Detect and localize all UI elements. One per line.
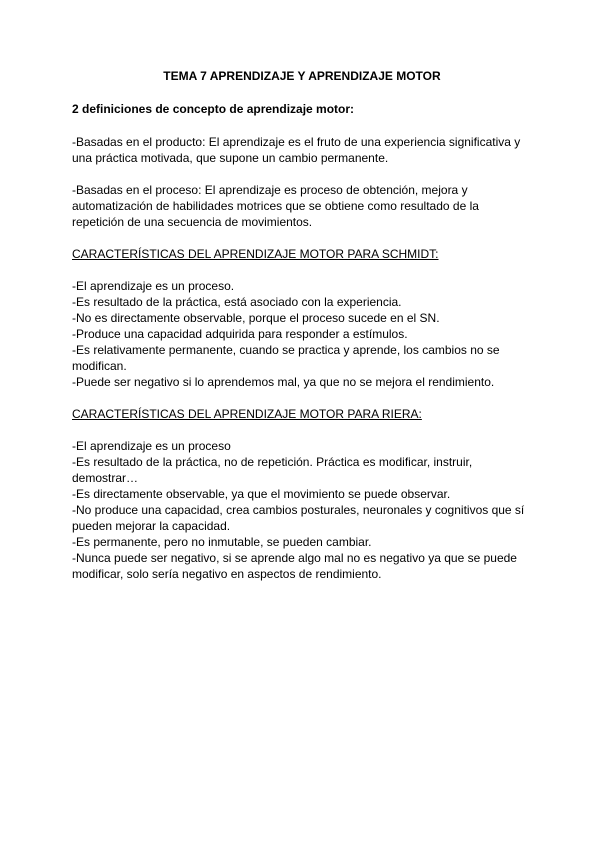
list-item: -Es resultado de la práctica, está asociado con la experiencia. [72, 295, 402, 309]
document-subtitle: 2 definiciones de concepto de aprendizaje motor: [72, 102, 355, 116]
list-item: -Produce una capacidad adquirida para responder a estímulos. [72, 327, 408, 341]
definition-process: -Basadas en el proceso: El aprendizaje es proceso de obtención, mejora y automatización de habilidades motrices que se obtiene como resultado de la repetición de una secuencia de movimientos. [72, 183, 479, 229]
definition-product: -Basadas en el producto: El aprendizaje es el fruto de una experiencia significativa y una práctica motivada, que supone un cambio permanente. [72, 135, 521, 165]
list-item: -El aprendizaje es un proceso. [72, 279, 235, 293]
list-item: -Es resultado de la práctica, no de repetición. Práctica es modificar, instruir, demostrar… [72, 455, 473, 485]
list-item: -Es directamente observable, ya que el movimiento se puede observar. [72, 487, 451, 501]
section-heading-schmidt: CARACTERÍSTICAS DEL APRENDIZAJE MOTOR PARA SCHMIDT: [72, 247, 439, 261]
list-item: -Puede ser negativo si lo aprendemos mal, ya que no se mejora el rendimiento. [72, 375, 495, 389]
section-heading-riera: CARACTERÍSTICAS DEL APRENDIZAJE MOTOR PARA RIERA: [72, 407, 422, 421]
list-item: -El aprendizaje es un proceso [72, 439, 231, 453]
document-title: TEMA 7 APRENDIZAJE Y APRENDIZAJE MOTOR [163, 69, 441, 83]
list-item: -No es directamente observable, porque el proceso sucede en el SN. [72, 311, 440, 325]
list-item: -Es permanente, pero no inmutable, se pueden cambiar. [72, 535, 372, 549]
list-item: -No produce una capacidad, crea cambios posturales, neuronales y cognitivos que sí pueden mejorar la capacidad. [72, 503, 525, 533]
document-page [72, 68, 532, 598]
riera-characteristics-list [72, 438, 532, 582]
schmidt-characteristics-list [72, 278, 532, 390]
list-item: -Nunca puede ser negativo, si se aprende algo mal no es negativo ya que se puede modificar, solo sería negativo en aspectos de rendimiento. [72, 551, 517, 581]
list-item: -Es relativamente permanente, cuando se practica y aprende, los cambios no se modifican. [72, 343, 500, 373]
